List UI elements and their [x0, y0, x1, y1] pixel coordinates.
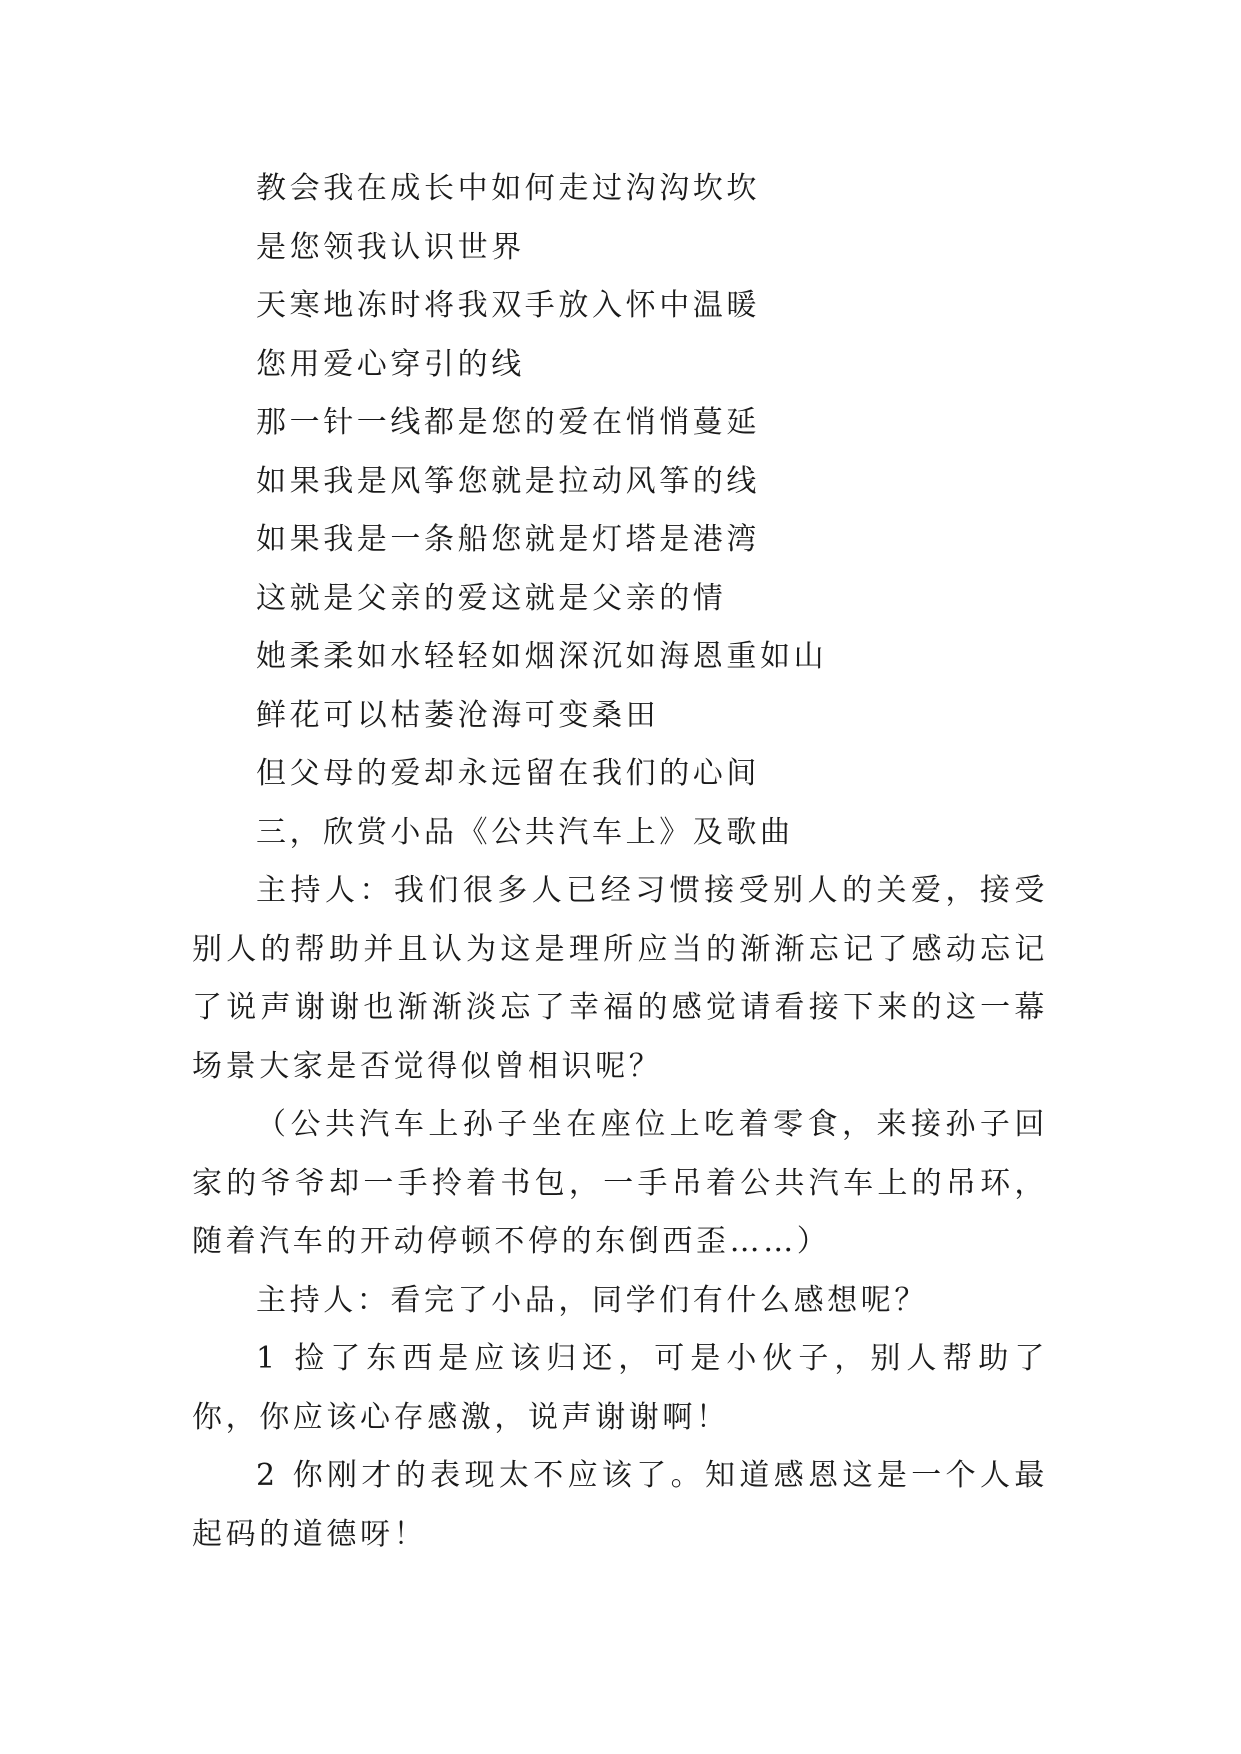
poem-line: 天寒地冻时将我双手放入怀中温暖 — [256, 288, 760, 323]
poem-line: 但父母的爱却永远留在我们的心间 — [256, 756, 760, 791]
response-paragraph-2: 2 你刚才的表现太不应该了。知道感恩这是一个人最起码的道德呀！ — [192, 1458, 1048, 1552]
section-heading: 三，欣赏小品《公共汽车上》及歌曲 — [256, 814, 794, 850]
host-intro-paragraph: 主持人：我们很多人已经习惯接受别人的关爱，接受别人的帮助并且认为这是理所应当的渐渐忘记了感动忘记了说声谢谢也渐渐淡忘了幸福的感觉请看接下来的这一幕场景大家是否觉得似曾相识呢？ — [192, 873, 1048, 1084]
poem-line: 教会我在成长中如何走过沟沟坎坎 — [256, 171, 760, 206]
poem-line: 如果我是风筝您就是拉动风筝的线 — [256, 463, 760, 499]
poem-line: 这就是父亲的爱这就是父亲的情 — [256, 580, 727, 616]
skit-description-paragraph: （公共汽车上孙子坐在座位上吃着零食，来接孙子回家的爷爷却一手拎着书包，一手吊着公共汽车上的吊环，随着汽车的开动停顿不停的东倒西歪……） — [192, 1107, 1048, 1259]
poem-line: 她柔柔如水轻轻如烟深沉如海恩重如山 — [256, 639, 828, 674]
document-body — [192, 160, 1048, 1564]
response-paragraph-1: 1 捡了东西是应该归还，可是小伙子，别人帮助了你，你应该心存感激，说声谢谢啊！ — [192, 1341, 1048, 1435]
poem-line: 如果我是一条船您就是灯塔是港湾 — [256, 522, 760, 557]
poem-line: 您用爱心穿引的线 — [256, 346, 525, 382]
poem-line: 那一针一线都是您的爱在悄悄蔓延 — [256, 405, 760, 440]
poem-line: 是您领我认识世界 — [256, 229, 525, 265]
host-question-paragraph: 主持人：看完了小品，同学们有什么感想呢？ — [256, 1282, 928, 1318]
poem-line: 鲜花可以枯萎沧海可变桑田 — [256, 697, 660, 733]
